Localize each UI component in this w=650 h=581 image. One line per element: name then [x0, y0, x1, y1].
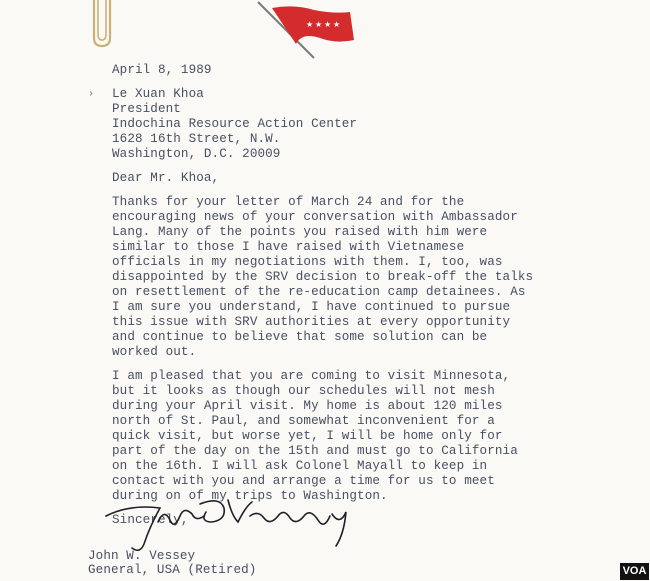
paragraph-line: quick visit, but worse yet, I will be home only for	[112, 429, 503, 443]
paragraph-line: part of the day on the 15th and must go to California	[112, 444, 518, 458]
paragraph-line: this issue with SRV authorities at every opportunity	[112, 315, 511, 329]
paragraph-line: disappointed by the SRV decision to break-off the talks	[112, 270, 534, 284]
recipient-name: Le Xuan Khoa	[112, 87, 204, 101]
letter-date: April 8, 1989	[112, 63, 212, 77]
paragraph-line: north of St. Paul, and somewhat inconvenient for a	[112, 414, 495, 428]
paragraph-line: on resettlement of the re-education camp detainees. As	[112, 285, 526, 299]
paragraph-line: and continue to believe that some solution can be	[112, 330, 488, 344]
paragraph-line: encouraging news of your conversation with Ambassador	[112, 210, 518, 224]
recipient-organization: Indochina Resource Action Center	[112, 117, 358, 131]
paragraph-line: but it looks as though our schedules will not mesh	[112, 384, 495, 398]
paper-clip-icon	[86, 0, 120, 50]
recipient-street: 1628 16th Street, N.W.	[112, 132, 281, 146]
paragraph-line: contact with you and arrange a time for us to meet	[112, 474, 495, 488]
paragraph-line: similar to those I have raised with Vietnamese	[112, 240, 465, 254]
closing: Sincerely,	[112, 513, 189, 527]
paragraph-line: on the 16th. I will ask Colonel Mayall to keep in	[112, 459, 488, 473]
paragraph-line: Lang. Many of the points you raised with him were	[112, 225, 488, 239]
svg-text:★: ★	[315, 20, 323, 29]
paragraph-line: during your April visit. My home is about 120 miles	[112, 399, 503, 413]
paragraph-line: during on of my trips to Washington.	[112, 489, 388, 503]
svg-text:★: ★	[333, 20, 341, 29]
margin-mark: ›	[88, 89, 95, 100]
paragraph-line: Thanks for your letter of March 24 and for the	[112, 195, 465, 209]
paragraph-line: I am pleased that you are coming to visit Minnesota,	[112, 369, 511, 383]
signer-name: John W. Vessey	[88, 549, 196, 563]
paragraph-line: officials in my negotiations with them. I, too, was	[112, 255, 503, 269]
salutation: Dear Mr. Khoa,	[112, 171, 220, 185]
recipient-title: President	[112, 102, 181, 116]
paragraph-line: I am sure you understand, I have continued to pursue	[112, 300, 511, 314]
voa-watermark: VOA	[620, 563, 649, 580]
paragraph-line: worked out.	[112, 345, 197, 359]
handwritten-signature	[100, 486, 360, 556]
svg-text:★: ★	[324, 20, 332, 29]
four-star-general-flag-icon	[254, 0, 358, 64]
recipient-city: Washington, D.C. 20009	[112, 147, 281, 161]
svg-text:★: ★	[306, 20, 314, 29]
signer-title: General, USA (Retired)	[88, 563, 257, 577]
